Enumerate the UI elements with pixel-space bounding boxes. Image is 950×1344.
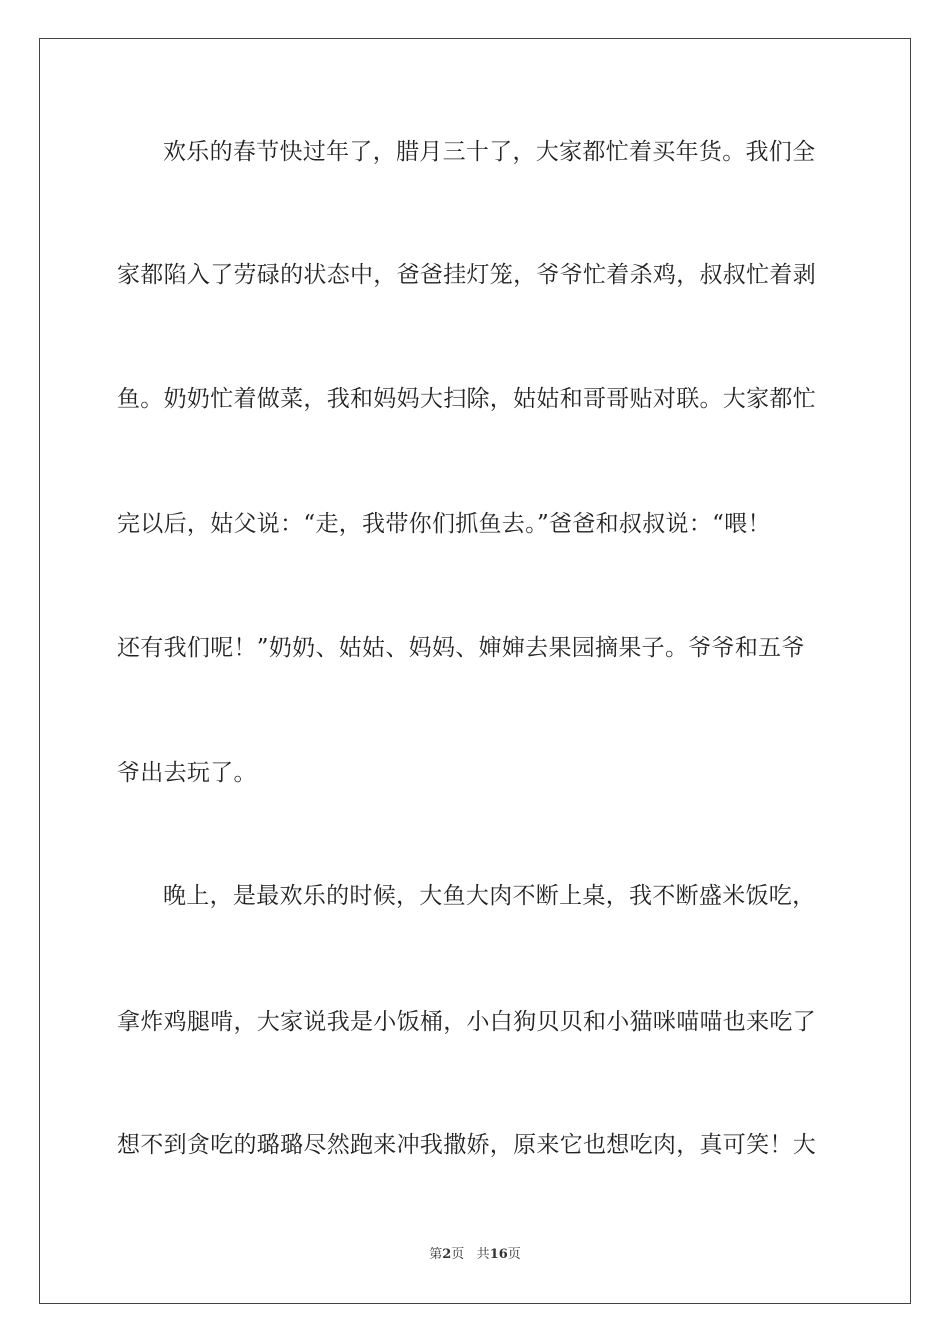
text-line-9: 想不到贪吃的璐璐尽然跑来冲我撒娇，原来它也想吃肉，真可笑！大 (117, 1132, 816, 1158)
page-border (39, 38, 911, 1304)
total-prefix: 共 (476, 1247, 490, 1262)
page-footer (0, 1246, 950, 1264)
page-prefix: 第 (429, 1247, 443, 1262)
text-line-4: 完以后，姑父说：“走，我带你们抓鱼去。”爸爸和叔叔说：“喂！ (117, 511, 771, 537)
text-line-7: 晚上，是最欢乐的时候，大鱼大肉不断上桌，我不断盛米饭吃， (163, 883, 816, 909)
text-line-6: 爷出去玩了。 (117, 760, 257, 786)
page-current: 2 (442, 1247, 452, 1262)
page-suffix: 页 (451, 1247, 465, 1262)
text-line-2: 家都陷入了劳碌的状态中，爸爸挂灯笼，爷爷忙着杀鸡，叔叔忙着剥 (117, 262, 816, 288)
total-suffix: 页 (507, 1247, 521, 1262)
text-line-8: 拿炸鸡腿啃，大家说我是小饭桶，小白狗贝贝和小猫咪喵喵也来吃了 (117, 1009, 816, 1035)
text-line-3: 鱼。奶奶忙着做菜，我和妈妈大扫除，姑姑和哥哥贴对联。大家都忙 (117, 386, 816, 412)
text-line-1: 欢乐的春节快过年了，腊月三十了，大家都忙着买年货。我们全 (163, 139, 816, 165)
page-total: 16 (489, 1247, 508, 1262)
text-line-5: 还有我们呢！”奶奶、姑姑、妈妈、婶婶去果园摘果子。爷爷和五爷 (117, 635, 805, 661)
